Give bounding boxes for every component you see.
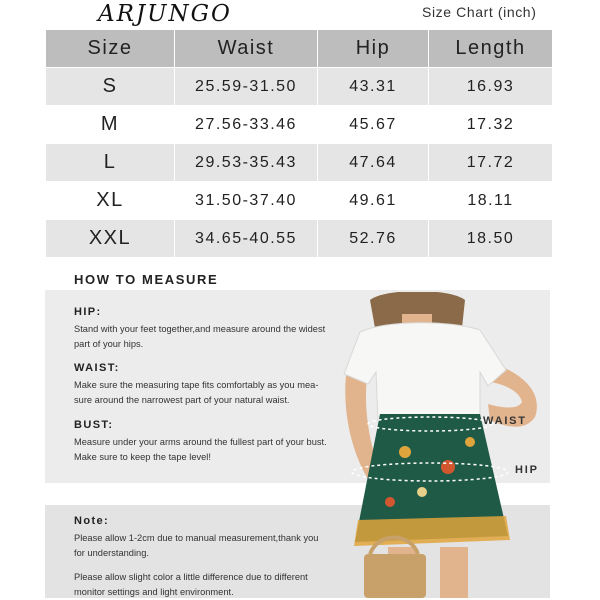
- table-row: [46, 106, 553, 144]
- bust-text-line: Measure under your arms around the fullest part of your bust.: [74, 437, 327, 447]
- hip-cell: 45.67: [318, 106, 429, 144]
- note-text-line: monitor settings and light environment.: [74, 587, 234, 597]
- table-header-row: [46, 30, 553, 68]
- size-cell: M: [46, 106, 175, 144]
- note-text-line: Please allow 1-2cm due to manual measurement,thank you: [74, 533, 319, 543]
- waist-title: WAIST:: [74, 362, 120, 374]
- hip-cell: 52.76: [318, 220, 429, 258]
- size-table: [45, 29, 553, 258]
- hip-cell: 49.61: [318, 182, 429, 220]
- bag-shape: [364, 554, 426, 598]
- model-illustration: [330, 292, 550, 598]
- waist-text-line: Make sure the measuring tape fits comfortably as you mea-: [74, 380, 319, 390]
- length-cell: 17.72: [429, 144, 553, 182]
- column-header-size: Size: [46, 30, 175, 68]
- column-header-hip: Hip: [318, 30, 429, 68]
- skirt-flower: [441, 460, 455, 474]
- bust-instructions: [74, 419, 344, 465]
- waist-instructions: [74, 362, 344, 408]
- size-cell: S: [46, 68, 175, 106]
- length-cell: 18.50: [429, 220, 553, 258]
- waist-cell: 27.56-33.46: [175, 106, 318, 144]
- hip-text-line: part of your hips.: [74, 339, 144, 349]
- waist-text-line: sure around the narrowest part of your natural waist.: [74, 395, 290, 405]
- model-figure-svg: [330, 292, 550, 598]
- size-cell: XL: [46, 182, 175, 220]
- skirt-flower: [385, 497, 395, 507]
- hip-text-line: Stand with your feet together,and measure around the widest: [74, 324, 326, 334]
- how-to-measure-heading: HOW TO MEASURE: [74, 272, 219, 287]
- length-cell: 17.32: [429, 106, 553, 144]
- note-title: Note:: [74, 515, 110, 527]
- table-row: [46, 220, 553, 258]
- size-chart-title: Size Chart (inch): [422, 4, 537, 20]
- note-text-line: Please allow slight color a little difference due to different: [74, 572, 308, 582]
- skirt-flower: [417, 487, 427, 497]
- table-row: [46, 68, 553, 106]
- note-block: [74, 515, 344, 600]
- column-header-length: Length: [429, 30, 553, 68]
- waist-label: WAIST: [483, 415, 527, 427]
- size-cell: L: [46, 144, 175, 182]
- hip-cell: 43.31: [318, 68, 429, 106]
- bust-title: BUST:: [74, 419, 114, 431]
- skirt-flower: [399, 446, 411, 458]
- length-cell: 18.11: [429, 182, 553, 220]
- shirt-shape: [344, 323, 506, 420]
- waist-cell: 25.59-31.50: [175, 68, 318, 106]
- brand-logo: ARJUNGO: [98, 1, 232, 27]
- waist-cell: 31.50-37.40: [175, 182, 318, 220]
- hip-cell: 47.64: [318, 144, 429, 182]
- bust-text-line: Make sure to keep the tape level!: [74, 452, 211, 462]
- length-cell: 16.93: [429, 68, 553, 106]
- note-text-line: for understanding.: [74, 548, 149, 558]
- column-header-waist: Waist: [175, 30, 318, 68]
- table-row: [46, 144, 553, 182]
- waist-cell: 34.65-40.55: [175, 220, 318, 258]
- right-leg-shape: [440, 547, 468, 598]
- table-row: [46, 182, 553, 220]
- hip-label: HIP: [515, 464, 539, 476]
- size-cell: XXL: [46, 220, 175, 258]
- waist-cell: 29.53-35.43: [175, 144, 318, 182]
- hip-title: HIP:: [74, 306, 102, 318]
- skirt-flower: [465, 437, 475, 447]
- hip-instructions: [74, 306, 344, 352]
